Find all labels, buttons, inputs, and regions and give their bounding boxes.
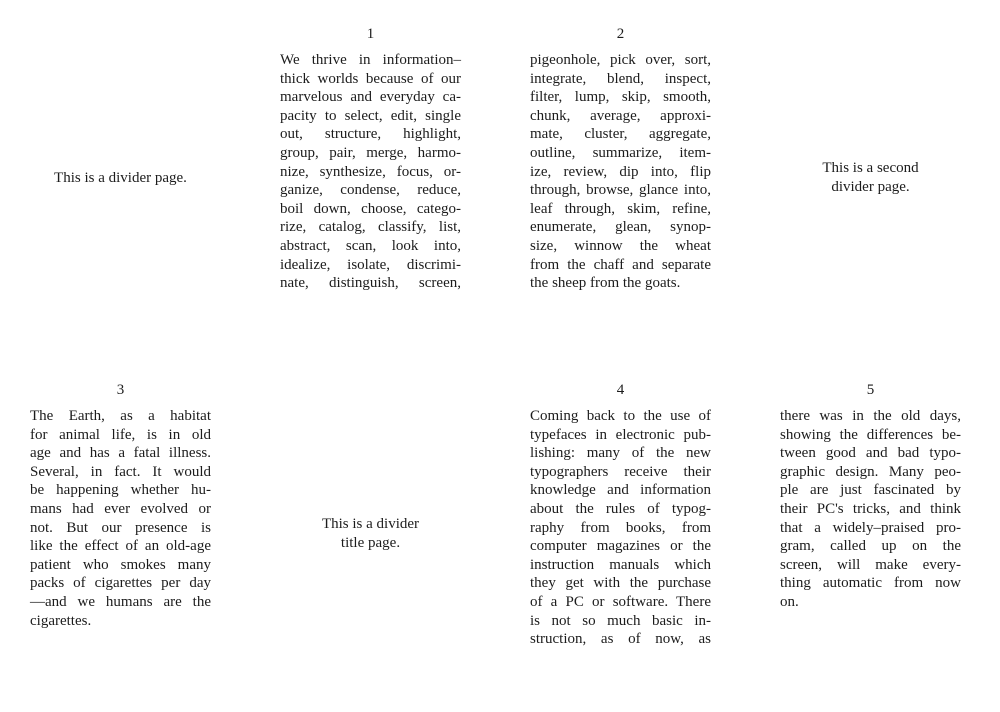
page-4 [500, 356, 750, 712]
text-line: their PC's tricks, and think [780, 500, 961, 517]
text-line: they get with the purchase [530, 575, 711, 592]
text-line: be happening whether hu- [30, 482, 211, 499]
text-line: packs of cigarettes per day [30, 575, 211, 592]
text-line: group, pair, merge, harmo- [280, 144, 461, 161]
text-line: cigarettes. [30, 612, 92, 629]
text-line: of a PC or software. There [530, 593, 711, 610]
text-line: from the chaff and separate [530, 256, 711, 273]
text-line: thick worlds because of our [280, 70, 461, 87]
divider-text [280, 356, 461, 712]
page-text [780, 407, 961, 612]
text-line: struction, as of now, as [530, 631, 711, 648]
text-line: nize, synthesize, focus, or- [280, 163, 461, 180]
divider-line: This is a divider page. [54, 169, 187, 186]
text-line: idealize, isolate, discrimi- [280, 256, 461, 273]
divider-line: title page. [340, 535, 401, 551]
text-line: age and has a fatal illness. [30, 445, 211, 462]
text-line: computer magazines or the [530, 538, 711, 555]
text-line: instruction manuals which [530, 556, 711, 573]
page-number: 1 [366, 26, 375, 42]
text-line: ganize, condense, reduce, [280, 182, 461, 199]
text-line: mans had ever evolved or [30, 500, 211, 517]
text-line: Coming back to the use of [530, 408, 711, 424]
text-line: abstract, scan, look into, [280, 237, 461, 254]
divider-line: This is a second [822, 160, 919, 177]
text-line: screen, will make every- [780, 556, 961, 573]
text-line: patient who smokes many [30, 556, 211, 573]
text-line: for animal life, is in old [30, 426, 211, 443]
text-line: filter, lump, skip, smooth, [530, 89, 711, 106]
text-line: size, winnow the wheat [530, 237, 711, 254]
page-text [280, 51, 461, 293]
page-number: 4 [616, 382, 625, 398]
text-line: not. But our presence is [30, 519, 211, 536]
text-line: marvelous and everyday ca- [280, 89, 461, 106]
text-line: out, structure, highlight, [280, 126, 461, 143]
text-line: raphy from books, from [530, 519, 711, 536]
page-divider-title [250, 356, 500, 712]
text-line: pigeonhole, pick over, sort, [530, 52, 711, 68]
divider-line: divider page. [831, 179, 910, 195]
text-line: tween good and bad typo- [780, 445, 961, 462]
text-line: Several, in fact. It would [30, 463, 211, 480]
text-line: about the rules of typog- [530, 500, 711, 517]
text-line: typographers receive their [530, 463, 711, 480]
page-divider-second [750, 0, 1000, 356]
page-1 [250, 0, 500, 356]
page-divider-first [0, 0, 250, 356]
text-line: knowledge and information [530, 482, 711, 499]
text-line: —and we humans are the [30, 593, 211, 610]
text-line: lishing: many of the new [530, 445, 711, 462]
text-line: mate, cluster, aggregate, [530, 126, 711, 143]
page-5 [750, 356, 1000, 712]
text-line: boil down, choose, catego- [280, 200, 461, 217]
page-number: 5 [866, 382, 875, 398]
text-line: that a widely–praised pro- [780, 519, 961, 536]
text-line: on. [780, 593, 799, 610]
text-line: leaf through, skim, refine, [530, 200, 711, 217]
page-2 [500, 0, 750, 356]
divider-line: This is a divider [321, 516, 420, 533]
page-text [530, 51, 711, 293]
divider-text [30, 0, 211, 356]
text-line: typefaces in electronic pub- [530, 426, 711, 443]
text-line: nate, distinguish, screen, [280, 275, 461, 292]
text-line: ple are just fascinated by [780, 482, 961, 499]
text-line: integrate, blend, inspect, [530, 70, 711, 87]
text-line: showing the differences be- [780, 426, 961, 443]
text-line: like the effect of an old-age [30, 538, 211, 555]
page-number: 3 [116, 382, 125, 398]
text-line: the sheep from the goats. [530, 275, 681, 292]
text-line: is not so much basic in- [530, 612, 711, 629]
text-line: enumerate, glean, synop- [530, 219, 711, 236]
text-line: outline, summarize, item- [530, 144, 711, 161]
page-text [30, 407, 211, 630]
text-line: ize, review, dip into, flip [530, 163, 711, 180]
page-number: 2 [616, 26, 625, 42]
text-line: thing automatic from now [780, 575, 961, 592]
page-text [530, 407, 711, 649]
text-line: graphic design. Many peo- [780, 463, 961, 480]
text-line: through, browse, glance into, [530, 182, 711, 199]
text-line: We thrive in information– [280, 52, 461, 68]
divider-text [780, 0, 961, 356]
text-line: gram, called up on the [780, 538, 961, 555]
text-line: there was in the old days, [780, 408, 961, 424]
text-line: rize, catalog, classify, list, [280, 219, 461, 236]
text-line: chunk, average, approxi- [530, 107, 711, 124]
page-3 [0, 356, 250, 712]
text-line: The Earth, as a habitat [30, 408, 211, 424]
text-line: pacity to select, edit, single [280, 107, 461, 124]
